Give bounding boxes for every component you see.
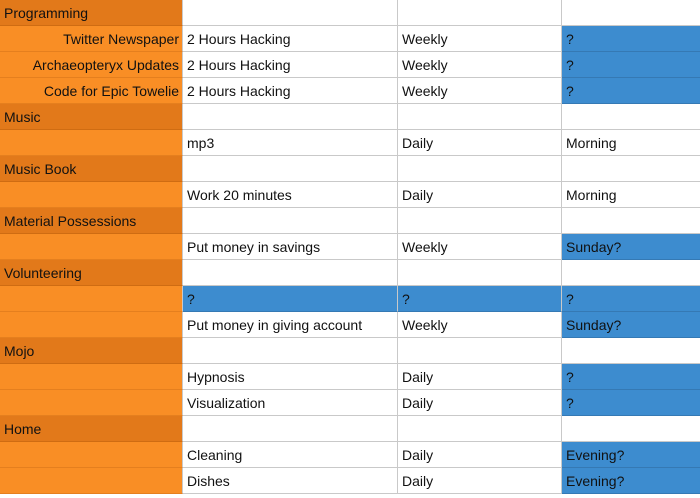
table-row [0,234,700,260]
table-row [0,364,700,390]
frequency-cell[interactable] [398,260,562,286]
task-cell[interactable]: ? [183,286,398,312]
category-cell[interactable] [0,442,183,468]
category-cell[interactable]: Mojo [0,338,183,364]
table-row [0,26,700,52]
category-cell[interactable]: Home [0,416,183,442]
frequency-cell[interactable]: Daily [398,182,562,208]
section-row [0,260,700,286]
task-cell[interactable]: Dishes [183,468,398,494]
task-cell[interactable] [183,260,398,286]
section-row [0,208,700,234]
section-row [0,156,700,182]
time-cell[interactable]: Morning [562,130,700,156]
category-cell[interactable]: Material Possessions [0,208,183,234]
category-cell[interactable] [0,390,183,416]
category-cell[interactable] [0,234,183,260]
task-cell[interactable] [183,338,398,364]
frequency-cell[interactable]: Daily [398,468,562,494]
table-row [0,78,700,104]
time-cell[interactable]: ? [562,364,700,390]
task-cell[interactable]: Visualization [183,390,398,416]
frequency-cell[interactable] [398,156,562,182]
time-cell[interactable] [562,0,700,26]
table-row [0,130,700,156]
time-cell[interactable]: Evening? [562,468,700,494]
frequency-cell[interactable]: Weekly [398,312,562,338]
task-cell[interactable]: 2 Hours Hacking [183,26,398,52]
category-cell[interactable]: Twitter Newspaper [0,26,183,52]
task-cell[interactable] [183,416,398,442]
category-cell[interactable] [0,468,183,494]
frequency-cell[interactable]: Daily [398,364,562,390]
frequency-cell[interactable] [398,208,562,234]
time-cell[interactable]: Sunday? [562,234,700,260]
task-cell[interactable]: mp3 [183,130,398,156]
task-cell[interactable] [183,208,398,234]
task-cell[interactable]: 2 Hours Hacking [183,78,398,104]
table-row [0,468,700,494]
task-cell[interactable] [183,156,398,182]
category-cell[interactable] [0,364,183,390]
category-cell[interactable] [0,286,183,312]
frequency-cell[interactable] [398,416,562,442]
task-cell[interactable]: Cleaning [183,442,398,468]
time-cell[interactable]: ? [562,286,700,312]
task-cell[interactable]: Put money in savings [183,234,398,260]
task-cell[interactable]: Work 20 minutes [183,182,398,208]
category-cell[interactable]: Music Book [0,156,183,182]
task-cell[interactable]: Hypnosis [183,364,398,390]
section-row [0,0,700,26]
table-row [0,182,700,208]
time-cell[interactable] [562,156,700,182]
frequency-cell[interactable]: ? [398,286,562,312]
frequency-cell[interactable]: Daily [398,390,562,416]
table-row [0,442,700,468]
table-row [0,52,700,78]
task-cell[interactable]: 2 Hours Hacking [183,52,398,78]
category-cell[interactable] [0,130,183,156]
section-row [0,104,700,130]
time-cell[interactable]: ? [562,390,700,416]
category-cell[interactable] [0,182,183,208]
category-cell[interactable]: Programming [0,0,183,26]
table-row [0,312,700,338]
frequency-cell[interactable]: Daily [398,442,562,468]
time-cell[interactable]: Sunday? [562,312,700,338]
time-cell[interactable]: Evening? [562,442,700,468]
category-cell[interactable]: Music [0,104,183,130]
task-cell[interactable]: Put money in giving account [183,312,398,338]
time-cell[interactable]: ? [562,52,700,78]
time-cell[interactable] [562,260,700,286]
time-cell[interactable]: ? [562,78,700,104]
section-row [0,416,700,442]
table-row [0,390,700,416]
time-cell[interactable]: Morning [562,182,700,208]
frequency-cell[interactable] [398,338,562,364]
frequency-cell[interactable]: Weekly [398,26,562,52]
category-cell[interactable]: Archaeopteryx Updates [0,52,183,78]
frequency-cell[interactable] [398,0,562,26]
time-cell[interactable]: ? [562,26,700,52]
task-cell[interactable] [183,104,398,130]
time-cell[interactable] [562,104,700,130]
category-cell[interactable] [0,312,183,338]
frequency-cell[interactable]: Weekly [398,52,562,78]
frequency-cell[interactable] [398,104,562,130]
category-cell[interactable]: Code for Epic Towelie [0,78,183,104]
time-cell[interactable] [562,416,700,442]
frequency-cell[interactable]: Weekly [398,78,562,104]
task-cell[interactable] [183,0,398,26]
section-row [0,338,700,364]
time-cell[interactable] [562,338,700,364]
frequency-cell[interactable]: Daily [398,130,562,156]
category-cell[interactable]: Volunteering [0,260,183,286]
time-cell[interactable] [562,208,700,234]
frequency-cell[interactable]: Weekly [398,234,562,260]
table-row [0,286,700,312]
